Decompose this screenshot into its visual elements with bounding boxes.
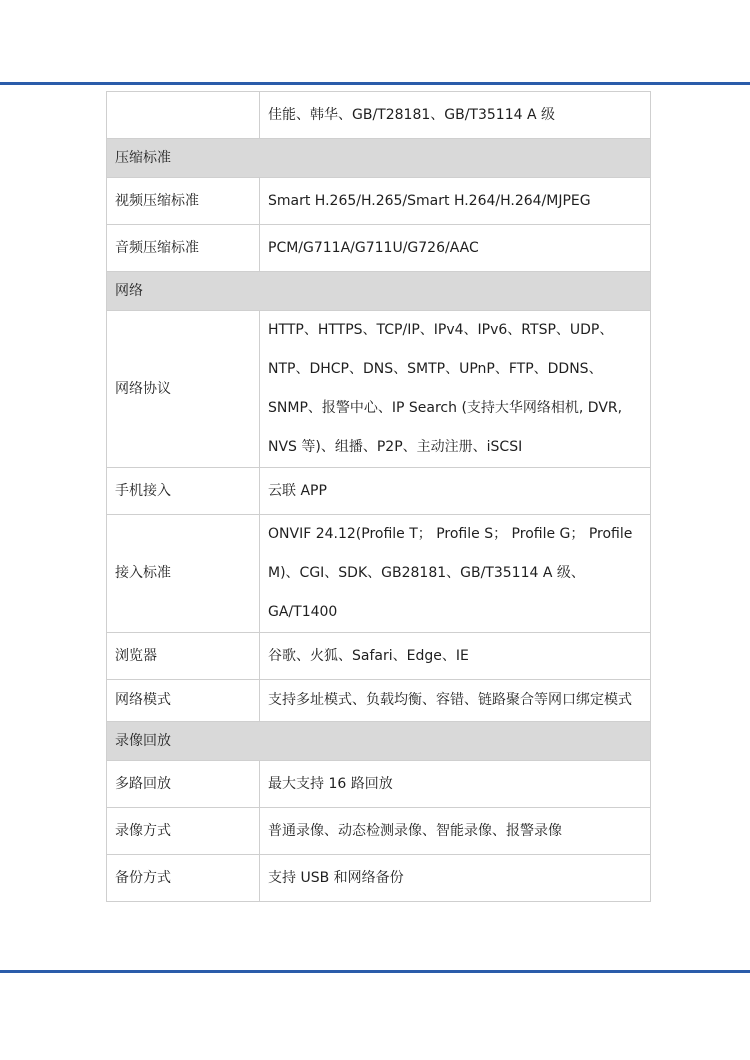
row-value: 云联 APP (260, 468, 651, 515)
table-row (107, 633, 651, 680)
row-value: Smart H.265/H.265/Smart H.264/H.264/MJPEG (260, 178, 651, 225)
row-value: 支持多址模式、负载均衡、容错、链路聚合等网口绑定模式 (260, 680, 651, 722)
row-value: 普通录像、动态检测录像、智能录像、报警录像 (260, 808, 651, 855)
row-label: 接入标准 (107, 515, 260, 633)
section-header (107, 722, 651, 761)
table-row (107, 808, 651, 855)
footer-rule (0, 970, 750, 973)
table-row (107, 515, 651, 633)
row-value: ONVIF 24.12(Profile T； Profile S； Profile G； Profile M)、CGI、SDK、GB28181、GB/T35114 A 级、GA/T1400 (260, 515, 651, 633)
spec-table (106, 91, 651, 902)
row-value: HTTP、HTTPS、TCP/IP、IPv4、IPv6、RTSP、UDP、NTP、DHCP、DNS、SMTP、UPnP、FTP、DDNS、SNMP、报警中心、IP Search (支持大华网络相机, DVR, NVS 等)、组播、P2P、主动注册、iSCSI (260, 311, 651, 468)
row-label: 网络协议 (107, 311, 260, 468)
row-label: 手机接入 (107, 468, 260, 515)
row-value: 最大支持 16 路回放 (260, 761, 651, 808)
row-value: 佳能、韩华、GB/T28181、GB/T35114 A 级 (260, 92, 651, 139)
table-row (107, 855, 651, 902)
row-label: 视频压缩标准 (107, 178, 260, 225)
header-rule (0, 82, 750, 85)
row-label: 网络模式 (107, 680, 260, 722)
table-row (107, 680, 651, 722)
section-title: 网络 (107, 272, 651, 311)
table-row (107, 311, 651, 468)
row-label: 多路回放 (107, 761, 260, 808)
row-label (107, 92, 260, 139)
row-label: 音频压缩标准 (107, 225, 260, 272)
row-label: 备份方式 (107, 855, 260, 902)
table-row (107, 225, 651, 272)
row-label: 浏览器 (107, 633, 260, 680)
row-value: PCM/G711A/G711U/G726/AAC (260, 225, 651, 272)
section-header (107, 139, 651, 178)
row-value: 支持 USB 和网络备份 (260, 855, 651, 902)
table-row (107, 468, 651, 515)
table-row (107, 178, 651, 225)
table-row (107, 761, 651, 808)
section-title: 压缩标准 (107, 139, 651, 178)
table-row (107, 92, 651, 139)
row-value: 谷歌、火狐、Safari、Edge、IE (260, 633, 651, 680)
section-header (107, 272, 651, 311)
section-title: 录像回放 (107, 722, 651, 761)
row-label: 录像方式 (107, 808, 260, 855)
